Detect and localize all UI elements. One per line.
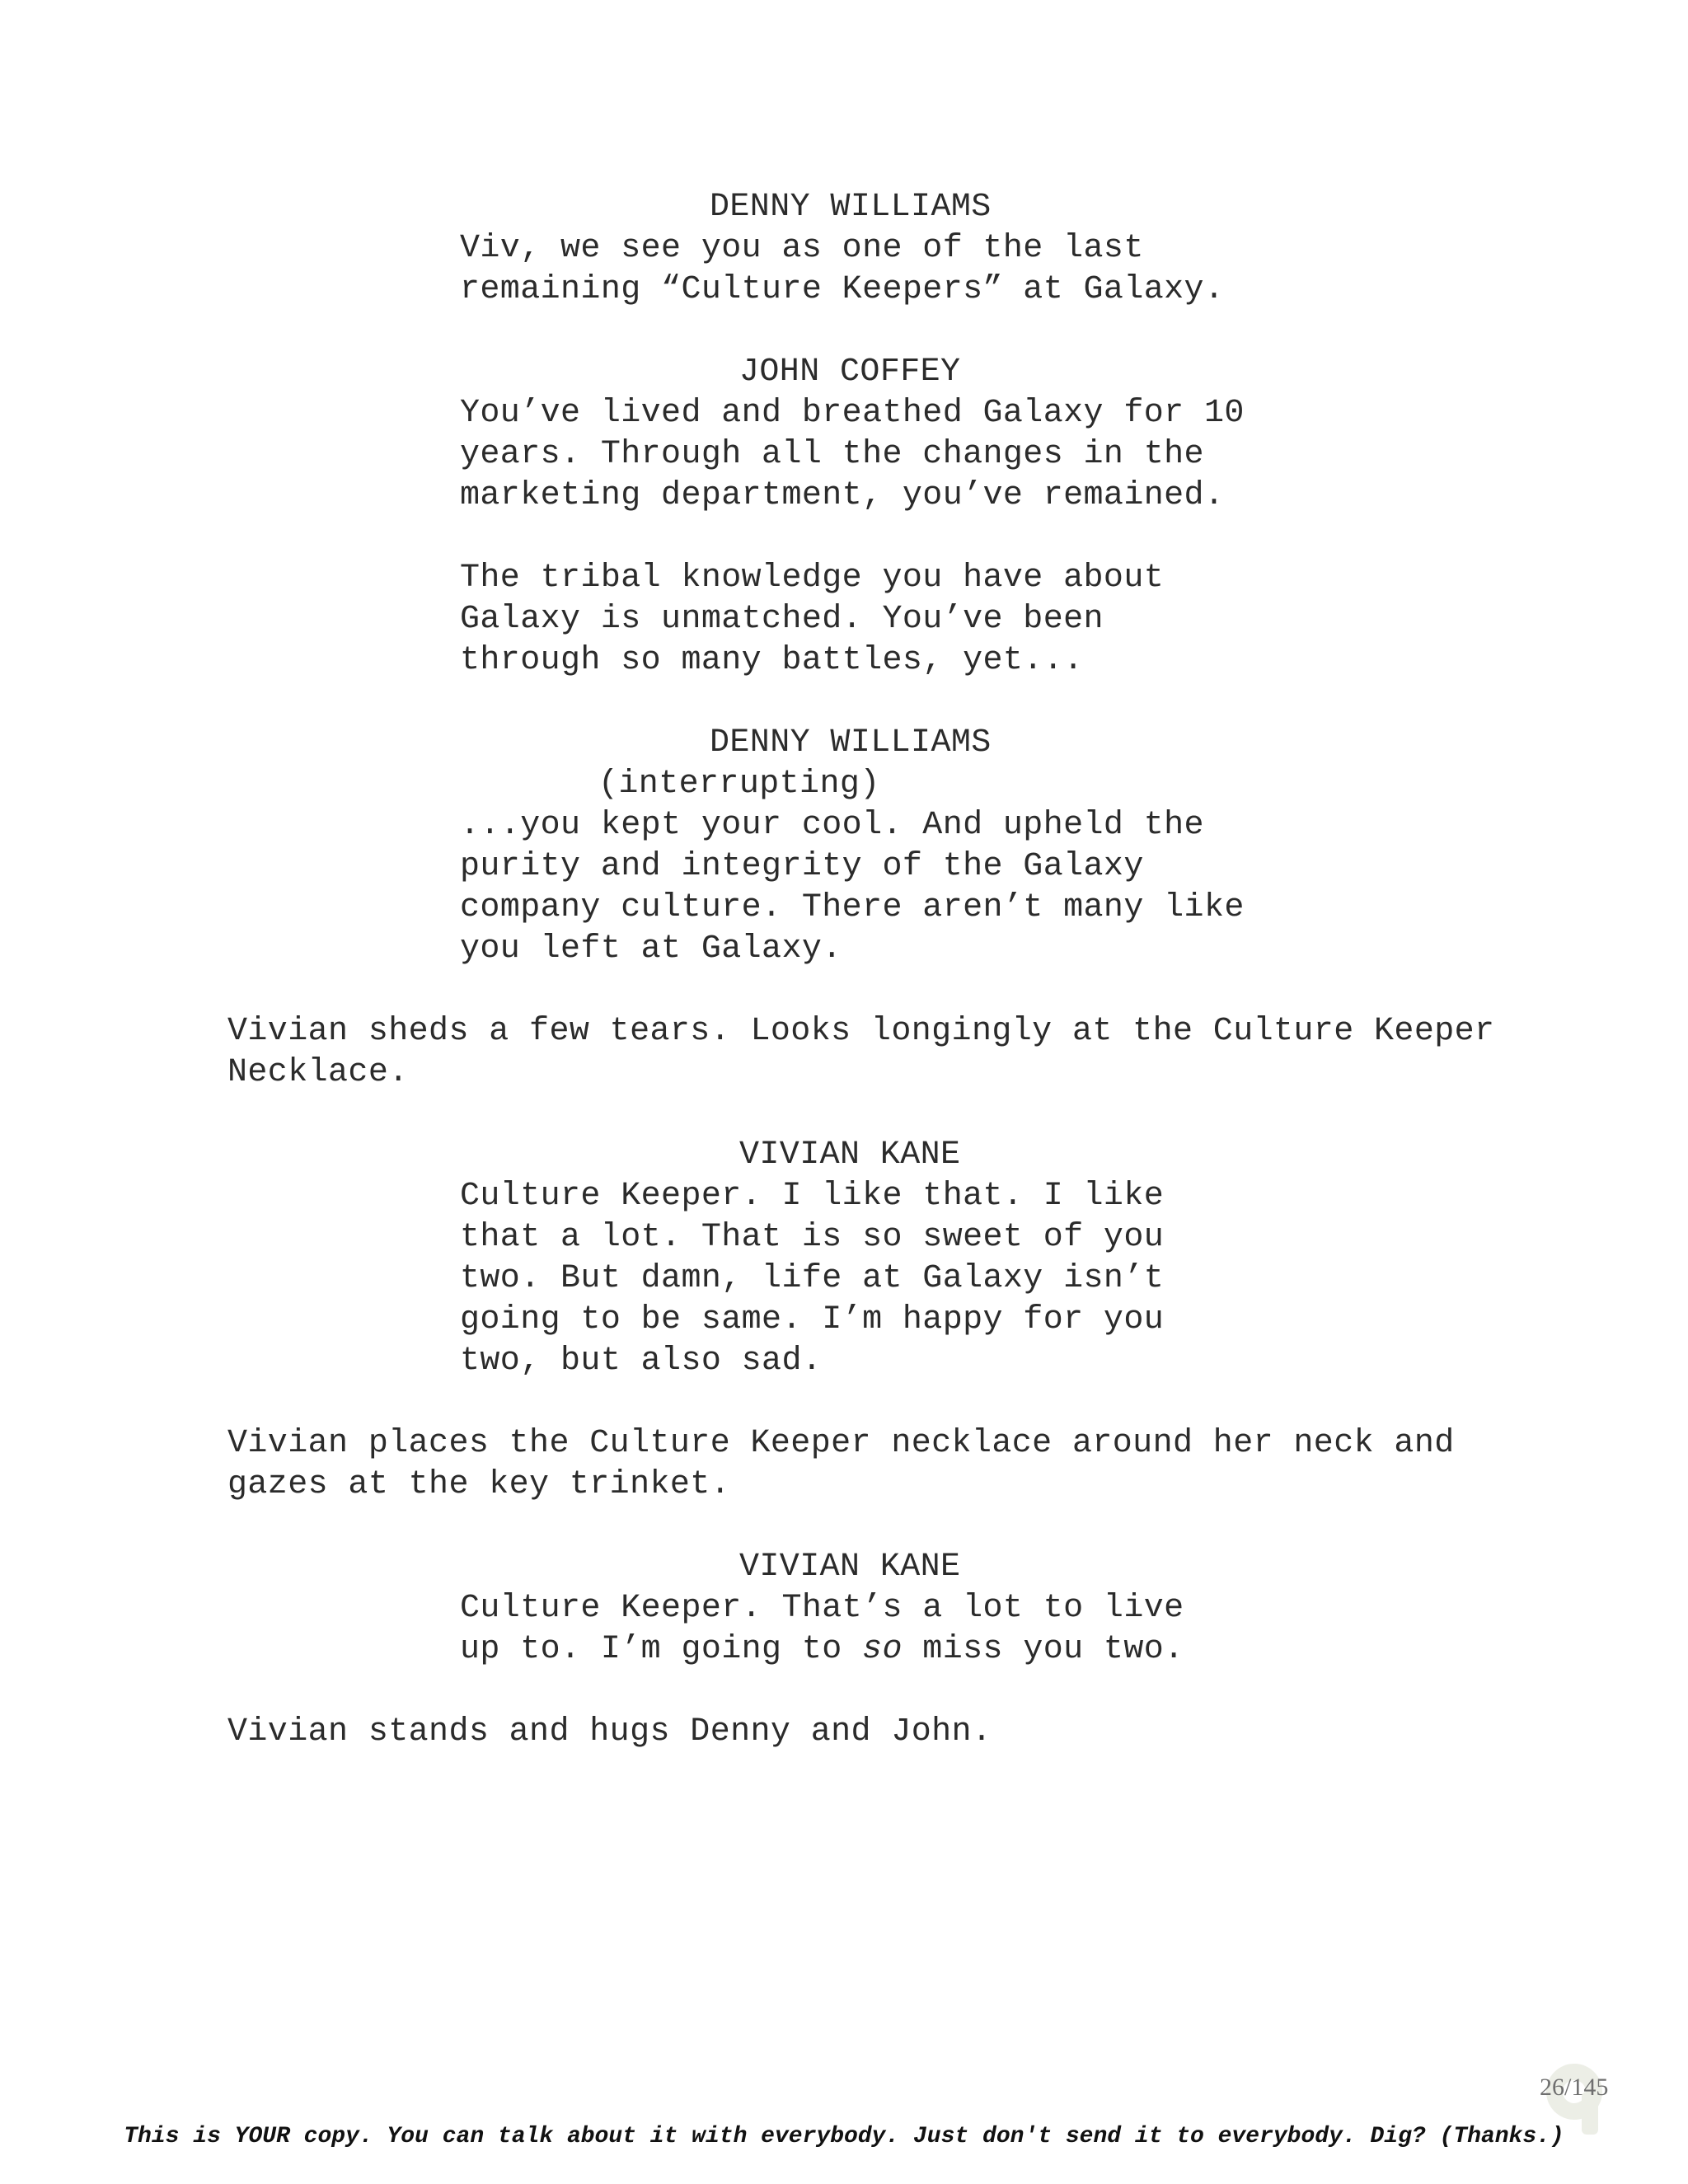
dialogue-line: The tribal knowledge you have about	[460, 560, 1165, 597]
action-line: gazes at the key trinket.	[227, 1466, 731, 1503]
action-line: Vivian sheds a few tears. Looks longingly at the Culture Keeper	[227, 1013, 1495, 1050]
footer-notice: This is YOUR copy. You can talk about it with everybody. Just don't send it to everybody. Dig? (Thanks.)	[124, 2124, 1564, 2149]
dialogue-line: purity and integrity of the Galaxy	[460, 848, 1144, 885]
dialogue-line: company culture. There aren’t many like	[460, 889, 1245, 926]
dialogue-text: up to. I’m going to	[460, 1631, 863, 1668]
dialogue-line: going to be same. I’m happy for you	[460, 1301, 1165, 1338]
dialogue-line: Viv, we see you as one of the last	[460, 230, 1144, 267]
dialogue-line: marketing department, you’ve remained.	[460, 477, 1225, 514]
dialogue-line: through so many battles, yet...	[460, 642, 1084, 679]
dialogue-line: Culture Keeper. I like that. I like	[460, 1178, 1165, 1215]
dialogue-line: you left at Galaxy.	[460, 930, 842, 968]
dialogue-line: two, but also sad.	[460, 1343, 823, 1380]
action-line: Vivian places the Culture Keeper necklace around her neck and	[227, 1425, 1455, 1462]
dialogue-text: miss you two.	[902, 1631, 1184, 1668]
dialogue-line	[460, 1629, 1184, 1671]
parenthetical: (interrupting)	[598, 766, 880, 803]
dialogue-line: Galaxy is unmatched. You’ve been	[460, 601, 1104, 638]
character-name: DENNY WILLIAMS	[710, 189, 992, 226]
page-number: 26/145	[1540, 2074, 1609, 2101]
character-name: DENNY WILLIAMS	[710, 724, 992, 762]
action-line: Necklace.	[227, 1054, 409, 1091]
character-name: VIVIAN KANE	[739, 1549, 961, 1586]
action-line: Vivian stands and hugs Denny and John.	[227, 1713, 992, 1750]
character-name: JOHN COFFEY	[739, 354, 961, 391]
character-name: VIVIAN KANE	[739, 1137, 961, 1174]
dialogue-line: You’ve lived and breathed Galaxy for 10	[460, 395, 1245, 432]
dialogue-line: that a lot. That is so sweet of you	[460, 1219, 1165, 1256]
dialogue-line: ...you kept your cool. And upheld the	[460, 807, 1204, 844]
dialogue-line: two. But damn, life at Galaxy isn’t	[460, 1260, 1165, 1297]
dialogue-line: Culture Keeper. That’s a lot to live	[460, 1590, 1184, 1627]
dialogue-line: years. Through all the changes in the	[460, 436, 1204, 473]
dialogue-line: remaining “Culture Keepers” at Galaxy.	[460, 271, 1225, 308]
dialogue-emphasis: so	[862, 1631, 903, 1668]
